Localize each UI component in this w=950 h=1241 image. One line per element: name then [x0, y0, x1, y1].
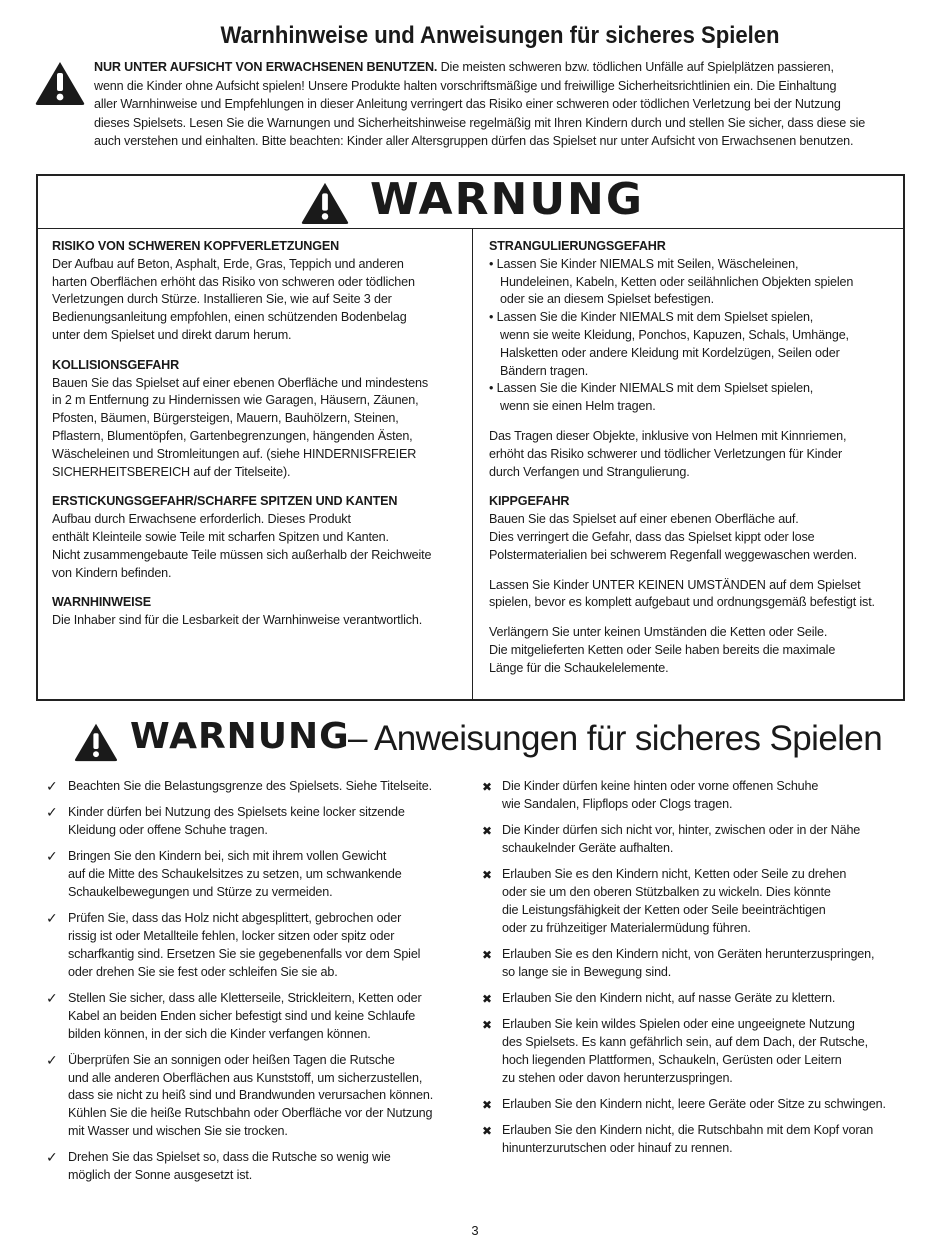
text-line: Kinder dürfen bei Nutzung des Spielsets keine locker sitzende	[68, 805, 405, 820]
bullet-item	[489, 256, 894, 309]
tip-section	[489, 493, 894, 564]
intro-line: dieses Spielsets. Lesen Sie die Warnungen und Sicherheitshinweise regelmäßig mit Ihren Kindern durch und stellen Sie sicher, dass diese sie	[94, 115, 866, 130]
section-title: WARNHINWEISE	[52, 595, 151, 610]
do-item	[46, 848, 466, 901]
text-line: Die mitgelieferten Ketten oder Seile haben bereits die maximale	[489, 642, 836, 657]
dont-item	[480, 1096, 920, 1114]
section-title: STRANGULIERUNGSGEFAHR	[489, 239, 666, 253]
text-line: Die Kinder dürfen sich nicht vor, hinter, zwischen oder in der Nähe	[502, 823, 861, 838]
text-line: Beachten Sie die Belastungsgrenze des Spielsets. Siehe Titelseite.	[68, 779, 432, 793]
text-line: oder sie um den oberen Stützbalken zu wickeln. Dies könnte	[502, 884, 831, 899]
text-line: Kleidung oder offene Schuhe tragen.	[68, 823, 268, 838]
text-line: scharfkantig sind. Ersetzen Sie sie gegebenenfalls vor dem Spiel	[68, 946, 421, 961]
text-line: Hundeleinen, Kabeln, Ketten oder seilähnlichen Objekten spielen	[500, 274, 854, 289]
text-line: Lassen Sie Kinder UNTER KEINEN UMSTÄNDEN auf dem Spielset	[489, 577, 861, 592]
text-line: durch Verfangen und Strangulierung.	[489, 464, 690, 479]
do-item	[46, 990, 466, 1043]
assembly-note	[489, 577, 894, 613]
checkmark-icon: ✓	[46, 989, 58, 1006]
text-line: Stellen Sie sicher, dass alle Kletterseile, Strickleitern, Ketten oder	[68, 990, 422, 1005]
text-line: Erlauben Sie den Kindern nicht, auf nasse Geräte zu klettern.	[502, 990, 836, 1005]
text-line: möglich der Sonne ausgesetzt ist.	[68, 1168, 253, 1183]
checkmark-icon: ✓	[46, 910, 58, 927]
text-line: Drehen Sie das Spielset so, dass die Rutsche so wenig wie	[68, 1150, 391, 1165]
intro-bold: NUR UNTER AUFSICHT VON ERWACHSENEN BENUTZEN.	[94, 60, 438, 74]
dont-item	[480, 866, 920, 937]
text-line: Bringen Sie den Kindern bei, sich mit ihrem vollen Gewicht	[68, 849, 387, 864]
do-list	[46, 778, 466, 1193]
checkmark-icon: ✓	[46, 1149, 58, 1166]
warning-section	[52, 238, 464, 345]
warning-heading: WARNUNG	[370, 174, 644, 225]
cross-icon: ✖	[482, 947, 492, 962]
section-title: KIPPGEFAHR	[489, 494, 570, 509]
intro-line: wenn die Kinder ohne Aufsicht spielen! Unsere Produkte halten vorschriftsmäßige und freiwillige Sicherheitsrichtlinien ein. Die Einhaltung	[94, 78, 837, 93]
text-line: enthält Kleinteile sowie Teile mit scharfen Spitzen und Kanten.	[52, 529, 389, 544]
warning-section	[52, 594, 464, 630]
text-line: Pfosten, Bäumen, Bürgersteigen, Mauern, Bauhölzern, Steinen,	[52, 411, 399, 426]
do-item	[46, 1052, 466, 1141]
text-line: wie Sandalen, Flipflops oder Clogs tragen.	[502, 796, 733, 811]
text-line: mit Wasser und wischen Sie sie trocken.	[68, 1124, 288, 1139]
text-line: Erlauben Sie den Kindern nicht, die Rutschbahn mit dem Kopf voran	[502, 1123, 874, 1138]
text-line: Überprüfen Sie an sonnigen oder heißen Tagen die Rutsche	[68, 1052, 395, 1067]
intro-line: auch verstehen und einhalten. Bitte beachten: Kinder aller Altersgruppen dürfen das Spielset nur unter Aufsicht von Erwachsenen benutzen.	[94, 134, 854, 149]
text-line: Verlängern Sie unter keinen Umständen die Ketten oder Seile.	[489, 625, 828, 640]
text-line: Kühlen Sie die heiße Rutschbahn oder Oberfläche vor der Nutzung	[68, 1106, 433, 1121]
text-line: SICHERHEITSBEREICH auf der Titelseite).	[52, 464, 291, 479]
warning-left-column	[52, 238, 464, 642]
cross-icon: ✖	[482, 780, 492, 794]
text-line: wenn sie einen Helm tragen.	[500, 399, 656, 414]
warning-section	[52, 357, 464, 482]
text-line: Der Aufbau auf Beton, Asphalt, Erde, Gras, Teppich und anderen	[52, 256, 404, 271]
text-line: Wäscheleinen und Stromleitungen auf. (siehe HINDERNISFREIER	[52, 446, 417, 461]
text-line: wenn sie weite Kleidung, Ponchos, Kapuzen, Schals, Umhänge,	[500, 327, 849, 342]
text-line: des Spielsets. Es kann gefährlich sein, auf dem Dach, der Rutsche,	[502, 1035, 869, 1050]
cross-icon: ✖	[482, 1018, 492, 1033]
checkmark-icon: ✓	[46, 1051, 58, 1068]
warning-box	[36, 174, 905, 701]
page-number: 3	[471, 1223, 479, 1238]
text-line: Bedienungsanleitung empfohlen, einen schützenden Bodenbelag	[52, 310, 407, 325]
text-line: Bauen Sie das Spielset auf einer ebenen Oberfläche auf.	[489, 512, 799, 527]
strangulation-section	[489, 238, 894, 416]
text-line: Erlauben Sie kein wildes Spielen oder eine ungeeignete Nutzung	[502, 1017, 855, 1032]
text-line: von Kindern befinden.	[52, 565, 172, 580]
warning-icon	[34, 60, 86, 106]
text-line: und alle anderen Oberflächen aus Kunststoff, um sicherzustellen,	[68, 1070, 423, 1085]
text-line: die Leistungsfähigkeit der Ketten oder Seile beeinträchtigen	[502, 902, 826, 917]
dont-list	[480, 778, 920, 1166]
text-line: Dies verringert die Gefahr, dass das Spielset kippt oder lose	[489, 529, 815, 544]
warning-section	[52, 493, 464, 582]
text-line: so lange sie in Bewegung sind.	[502, 964, 672, 979]
text-line: • Lassen Sie die Kinder NIEMALS mit dem Spielset spielen,	[489, 381, 814, 396]
text-line: dass sie nicht zu heiß sind und Brandwunden verursachen können.	[68, 1088, 434, 1103]
text-line: oder drehen Sie sie fest oder schleifen Sie sie ab.	[68, 964, 338, 979]
text-line: bilden können, in der sich die Kinder verfangen können.	[68, 1026, 371, 1041]
text-line: Aufbau durch Erwachsene erforderlich. Dieses Produkt	[52, 512, 351, 527]
safe-play-bold-word: WARNUNG	[130, 716, 350, 757]
column-divider	[472, 228, 473, 699]
text-line: Bändern tragen.	[500, 363, 589, 378]
text-line: rissig ist oder Metallteile fehlen, locker sitzen oder spitz oder	[68, 929, 395, 944]
text-line: Das Tragen dieser Objekte, inklusive von Helmen mit Kinnriemen,	[489, 428, 847, 443]
dont-item	[480, 1122, 920, 1158]
text-line: Kabel an beiden Enden sicher befestigt sind und keine Schlaufe	[68, 1008, 416, 1023]
text-line: spielen, bevor es komplett aufgebaut und ordnungsgemäß befestigt ist.	[489, 595, 875, 610]
warning-right-column	[489, 238, 894, 690]
dont-item	[480, 1016, 920, 1087]
warning-icon	[72, 722, 120, 762]
text-line: Erlauben Sie den Kindern nicht, leere Geräte oder Sitze zu schwingen.	[502, 1096, 886, 1111]
text-line: • Lassen Sie die Kinder NIEMALS mit dem Spielset spielen,	[489, 310, 814, 325]
text-line: Schaukelbewegungen und Stürze zu vermeiden.	[68, 884, 333, 899]
chain-note	[489, 624, 894, 677]
text-line: • Lassen Sie Kinder NIEMALS mit Seilen, Wäscheleinen,	[489, 256, 799, 271]
page-title: Warnhinweise und Anweisungen für sicheres Spielen	[220, 22, 780, 49]
text-line: Erlauben Sie es den Kindern nicht, von Geräten herunterzuspringen,	[502, 946, 875, 961]
checkmark-icon: ✓	[46, 804, 58, 821]
text-line: Die Inhaber sind für die Lesbarkeit der Warnhinweise verantwortlich.	[52, 613, 423, 628]
do-item	[46, 804, 466, 840]
dont-item	[480, 778, 920, 814]
text-line: schaukelnder Geräte aufhalten.	[502, 840, 674, 855]
dont-item	[480, 822, 920, 858]
section-title: RISIKO VON SCHWEREN KOPFVERLETZUNGEN	[52, 239, 340, 253]
text-line: Bauen Sie das Spielset auf einer ebenen Oberfläche und mindestens	[52, 375, 429, 390]
do-item	[46, 910, 466, 981]
text-line: erhöht das Risiko schwerer und tödlicher Verletzungen für Kinder	[489, 446, 843, 461]
safe-play-title	[72, 716, 892, 766]
do-item	[46, 778, 466, 796]
text-line: Verletzungen durch Stürze. Installieren Sie, wie auf Seite 3 der	[52, 292, 392, 307]
section-title: KOLLISIONSGEFAHR	[52, 357, 180, 372]
bullet-item	[489, 309, 894, 380]
warning-box-header	[38, 176, 903, 229]
text-line: in 2 m Entfernung zu Hindernissen wie Garagen, Häusern, Zäunen,	[52, 393, 419, 408]
do-item	[46, 1149, 466, 1185]
text-line: oder sie an diesem Spielset befestigen.	[500, 292, 714, 307]
strangulation-note	[489, 428, 894, 481]
text-line: Länge für die Schaukelelemente.	[489, 660, 669, 675]
text-line: Nicht zusammengebaute Teile müssen sich außerhalb der Reichweite	[52, 547, 432, 562]
text-line: Prüfen Sie, dass das Holz nicht abgesplittert, gebrochen oder	[68, 911, 402, 926]
cross-icon: ✖	[482, 991, 492, 1006]
text-line: unter dem Spielset und direkt darum herum.	[52, 327, 292, 342]
section-title: ERSTICKUNGSGEFAHR/SCHARFE SPITZEN UND KANTEN	[52, 494, 398, 509]
text-line: Pflastern, Blumentöpfen, Gartenbegrenzungen, hängenden Ästen,	[52, 428, 413, 443]
text-line: auf die Mitte des Schaukelsitzes zu setzen, um schwankende	[68, 867, 402, 882]
text-line: zu stehen oder davon herunterzuspringen.	[502, 1070, 733, 1085]
cross-icon: ✖	[482, 824, 492, 839]
text-line: hinunterzurutschen oder hinauf zu rennen.	[502, 1141, 733, 1156]
cross-icon: ✖	[482, 1124, 492, 1139]
dont-item	[480, 946, 920, 982]
checkmark-icon: ✓	[46, 778, 58, 794]
text-line: hoch liegenden Plattformen, Schaukeln, Gerüsten oder Leitern	[502, 1052, 842, 1067]
text-line: Halsketten oder andere Kleidung mit Kordelzügen, Seilen oder	[500, 345, 840, 360]
dont-item	[480, 990, 920, 1008]
intro-text	[94, 58, 914, 151]
intro-notice	[34, 58, 914, 151]
warning-icon	[300, 181, 350, 225]
intro-line: Die meisten schweren bzw. tödlichen Unfälle auf Spielplätzen passieren,	[437, 60, 834, 74]
cross-icon: ✖	[482, 868, 492, 883]
text-line: oder zu frühzeitiger Materialermüdung führen.	[502, 920, 751, 935]
text-line: Erlauben Sie es den Kindern nicht, Ketten oder Seile zu drehen	[502, 867, 847, 882]
text-line: Die Kinder dürfen keine hinten oder vorne offenen Schuhe	[502, 779, 819, 793]
bullet-item	[489, 380, 894, 416]
text-line: harten Oberflächen erhöht das Risiko von schweren oder tödlichen	[52, 274, 415, 289]
intro-line: aller Warnhinweise und Empfehlungen in dieser Anleitung verringert das Risiko einer schweren oder tödlichen Verletzung bei der Nutzung	[94, 97, 841, 112]
text-line: Polstermaterialien bei schwerem Regenfall weggewaschen werden.	[489, 547, 858, 562]
safe-play-subtitle: – Anweisungen für sicheres Spielen	[348, 719, 883, 758]
checkmark-icon: ✓	[46, 848, 58, 865]
cross-icon: ✖	[482, 1097, 492, 1112]
